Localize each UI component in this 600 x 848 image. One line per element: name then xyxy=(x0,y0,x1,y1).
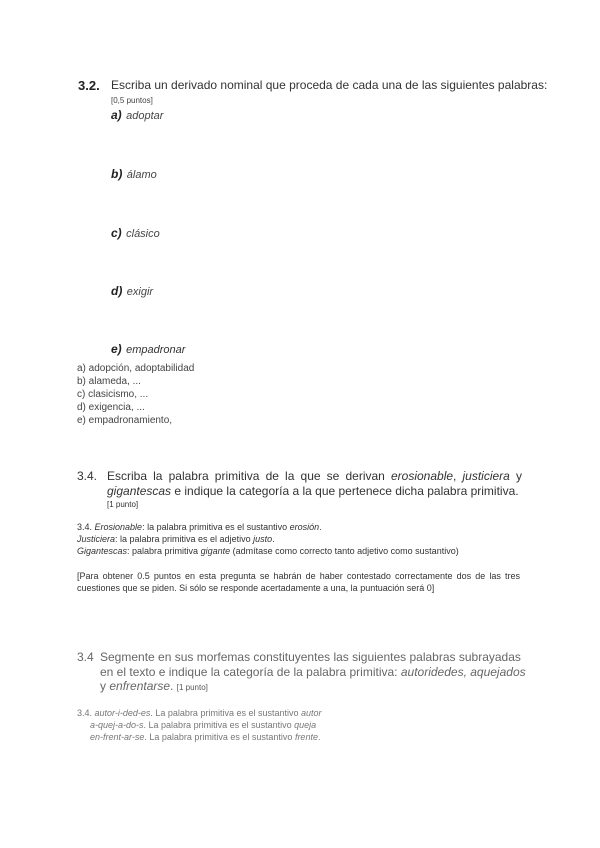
points-label: [1 punto] xyxy=(176,683,208,692)
answer-line-1 xyxy=(77,707,322,719)
answer-term: Gigantescas xyxy=(77,546,128,556)
item-word: adoptar xyxy=(126,110,164,122)
item-word: clásico xyxy=(126,228,160,240)
question-prompt-line1 xyxy=(107,469,522,484)
item-word: empadronar xyxy=(126,344,186,356)
prompt-text: y xyxy=(509,469,522,483)
prompt-word: gigantescas xyxy=(107,484,172,498)
prompt-sep: , xyxy=(453,469,463,483)
answer-text: : palabra primitiva xyxy=(127,546,201,556)
prompt-word: justiciera xyxy=(462,469,510,483)
answer-line-2 xyxy=(90,719,316,731)
prompt-word: autoridedes, aquejados xyxy=(400,665,526,679)
question-number: 3.4 xyxy=(77,650,94,664)
item-letter: a) xyxy=(111,108,122,122)
points-label: [0,5 puntos] xyxy=(111,96,153,105)
answer-term: Erosionable xyxy=(94,522,143,532)
answer-number: 3.4. xyxy=(77,522,93,532)
answer-text: . La palabra primitiva es el sustantivo xyxy=(143,720,295,730)
answer-text: . xyxy=(272,534,275,544)
answer-line: d) exigencia, ... xyxy=(77,402,145,413)
item-letter: c) xyxy=(111,226,122,240)
item-letter: e) xyxy=(111,342,122,356)
answer-number: 3.4. xyxy=(77,708,93,718)
points-label: [1 punto] xyxy=(107,500,139,509)
answer-primitive: erosión xyxy=(289,522,320,532)
answer-primitive: queja xyxy=(294,720,317,730)
answer-segment: a-quej-a-do-s xyxy=(90,720,144,730)
item-word: exigir xyxy=(126,286,154,298)
answer-term: Justiciera xyxy=(77,534,116,544)
answer-primitive: gigante xyxy=(200,546,231,556)
prompt-text: en el texto e indique la categoría de la palabra primitiva: xyxy=(100,665,401,679)
answer-text: : la palabra primitiva es el sustantivo xyxy=(142,522,290,532)
prompt-text: e indique la categoría a la que pertenece dicha palabra primitiva. xyxy=(171,484,519,498)
answer-note: [Para obtener 0.5 puntos en esta pregunta se habrán de haber contestado correctamente dos de las tres cuestiones que se piden. Si sólo se responde acertadamente a una, la puntuación será 0] xyxy=(77,571,520,593)
question-number: 3.4. xyxy=(77,469,98,483)
prompt-text: . xyxy=(170,679,174,693)
answer-segment: en-frent-ar-se xyxy=(90,732,145,742)
item-letter: b) xyxy=(111,167,123,181)
item-e xyxy=(111,340,185,358)
answer-line-2 xyxy=(77,533,275,545)
answer-primitive: frente xyxy=(294,732,318,742)
item-word: álamo xyxy=(126,169,157,181)
item-c xyxy=(111,224,160,242)
question-prompt-line2 xyxy=(100,665,526,680)
answer-text: . xyxy=(319,522,322,532)
prompt-text: y xyxy=(100,679,110,693)
answer-text: . La palabra primitiva es el sustantivo xyxy=(150,708,301,718)
answer-line-1 xyxy=(77,521,322,533)
answer-primitive: justo xyxy=(253,534,273,544)
question-prompt-line1: Segmente en sus morfemas constituyentes las siguientes palabras subrayadas xyxy=(100,650,521,664)
answer-text: . xyxy=(317,732,321,742)
question-prompt-line3 xyxy=(100,679,208,695)
answer-text: (admítase como correcto tanto adjetivo como sustantivo) xyxy=(230,546,459,556)
item-a xyxy=(111,106,163,124)
question-prompt: Escriba un derivado nominal que proceda de cada una de las siguientes palabras: xyxy=(111,78,548,92)
answer-primitive: autor xyxy=(300,708,322,718)
prompt-text: Escriba la palabra primitiva de la que se derivan xyxy=(107,469,391,483)
item-letter: d) xyxy=(111,284,123,298)
question-prompt-line2 xyxy=(107,484,519,499)
answers-list xyxy=(77,362,194,427)
answer-line: c) clasicismo, ... xyxy=(77,389,149,400)
answer-line: a) adopción, adoptabilidad xyxy=(77,363,195,374)
answer-line: e) empadronamiento, xyxy=(77,415,173,426)
item-d xyxy=(111,282,153,300)
answer-line: b) alameda, ... xyxy=(77,376,141,387)
prompt-word: enfrentarse xyxy=(109,679,171,693)
question-number: 3.2. xyxy=(78,78,100,93)
answer-line-3 xyxy=(90,731,320,743)
answer-text: . La palabra primitiva es el sustantivo xyxy=(144,732,295,742)
answer-line-3 xyxy=(77,545,520,557)
item-b xyxy=(111,165,157,183)
prompt-word: erosionable xyxy=(390,469,454,483)
answer-text: : la palabra primitiva es el adjetivo xyxy=(115,534,254,544)
answer-segment: autor-i-ded-es xyxy=(94,708,151,718)
